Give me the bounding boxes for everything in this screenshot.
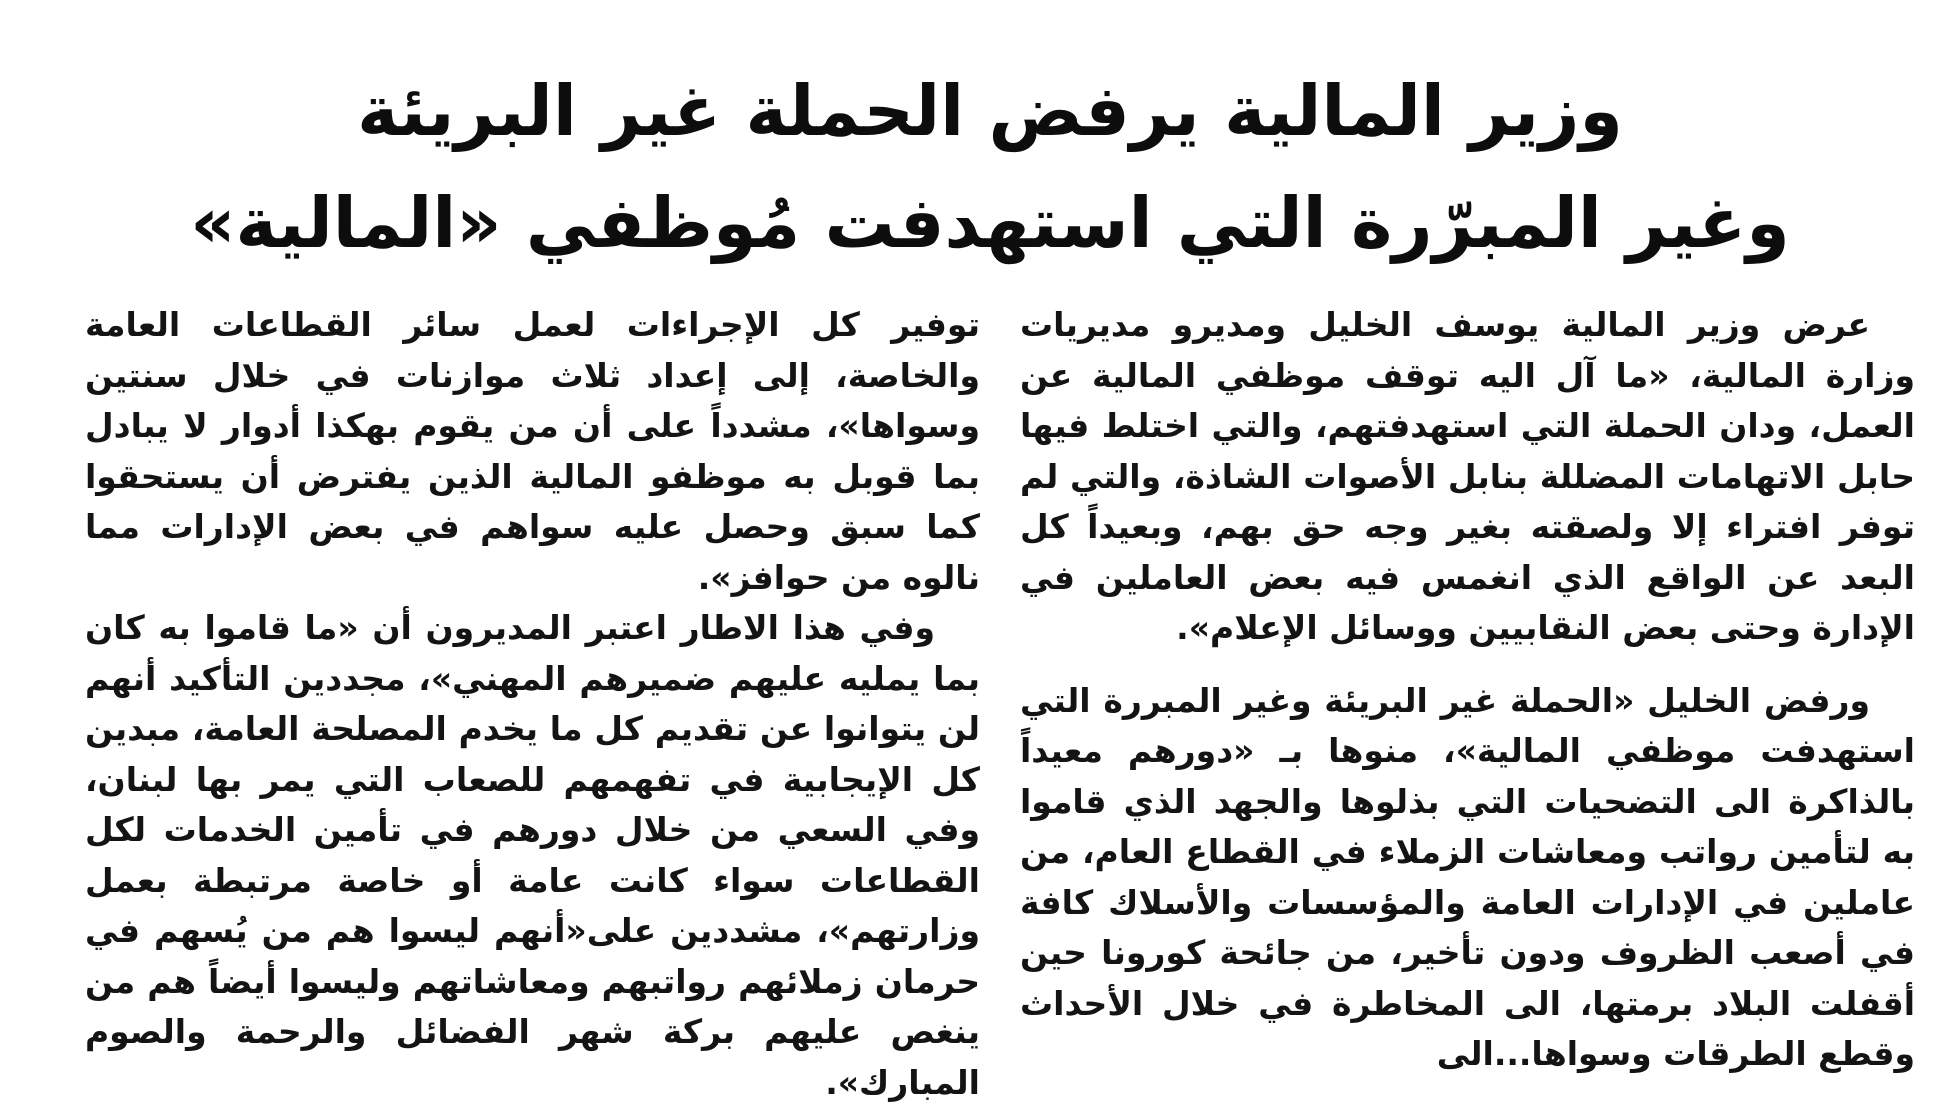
paragraph-left-2: وفي هذا الاطار اعتبر المديرون أن «ما قاموا به كان بما يمليه عليهم ضميرهم المهني»، مجددين التأكيد أنهم لن يتوانوا عن تقديم كل ما يخدم المصلحة العامة، مبدين كل الإيجابية في تفهمهم للصعاب التي يمر بها لبنان، وفي السعي من خلال دورهم في تأمين الخدمات لكل القطاعات سواء كانت عامة أو خاصة مرتبطة بعمل وزارتهم»، مشددين على«أنهم ليسوا هم من يُسهم في حرمان زملائهم رواتبهم ومعاشاتهم وليسوا أيضاً هم من ينغص عليهم بركة شهر الفضائل والرحمة والصوم المبارك».	[85, 608, 980, 1102]
article-headline	[190, 55, 1790, 279]
paragraph-right-2: ورفض الخليل «الحملة غير البريئة وغير المبررة التي استهدفت موظفي المالية»، منوها بـ «دورهم معيداً بالذاكرة الى التضحيات التي بذلوها والجهد الذي قاموا به لتأمين رواتب ومعاشات الزملاء في القطاع العام، من عاملين في الإدارات العامة والمؤسسات والأسلاك كافة في أصعب الظروف ودون تأخير، من جائحة كورونا حين أقفلت البلاد برمتها، الى المخاطرة في خلال الأحداث وقطع الطرقات وسواها...الى	[1020, 680, 1915, 1073]
article-column-right	[1020, 300, 1915, 1080]
headline-line-1: وزير المالية يرفض الحملة غير البريئة	[357, 70, 1623, 152]
headline-line-2: وغير المبرّرة التي استهدفت مُوظفي «المالية»	[190, 182, 1790, 264]
paragraph-left-1: توفير كل الإجراءات لعمل سائر القطاعات العامة والخاصة، إلى إعداد ثلاث موازنات في خلال سنتين وسواها»، مشدداً على أن من يقوم بهكذا أدوار لا يبادل بما قوبل به موظفو المالية الذين يفترض أن يستحقوا كما سبق وحصل عليه سواهم في بعض الإدارات مما نالوه من حوافز».	[85, 305, 980, 597]
article-column-left	[85, 300, 980, 1108]
paragraph-right-1: عرض وزير المالية يوسف الخليل ومديرو مديريات وزارة المالية، «ما آل اليه توقف موظفي المالية عن العمل، ودان الحملة التي استهدفتهم، والتي اختلط فيها حابل الاتهامات المضللة بنابل الأصوات الشاذة، والتي لم توفر افتراء إلا ولصقته بغير وجه حق بهم، وبعيداً كل البعد عن الواقع الذي انغمس فيه بعض العاملين في الإدارة وحتى بعض النقابيين ووسائل الإعلام».	[1020, 305, 1915, 647]
